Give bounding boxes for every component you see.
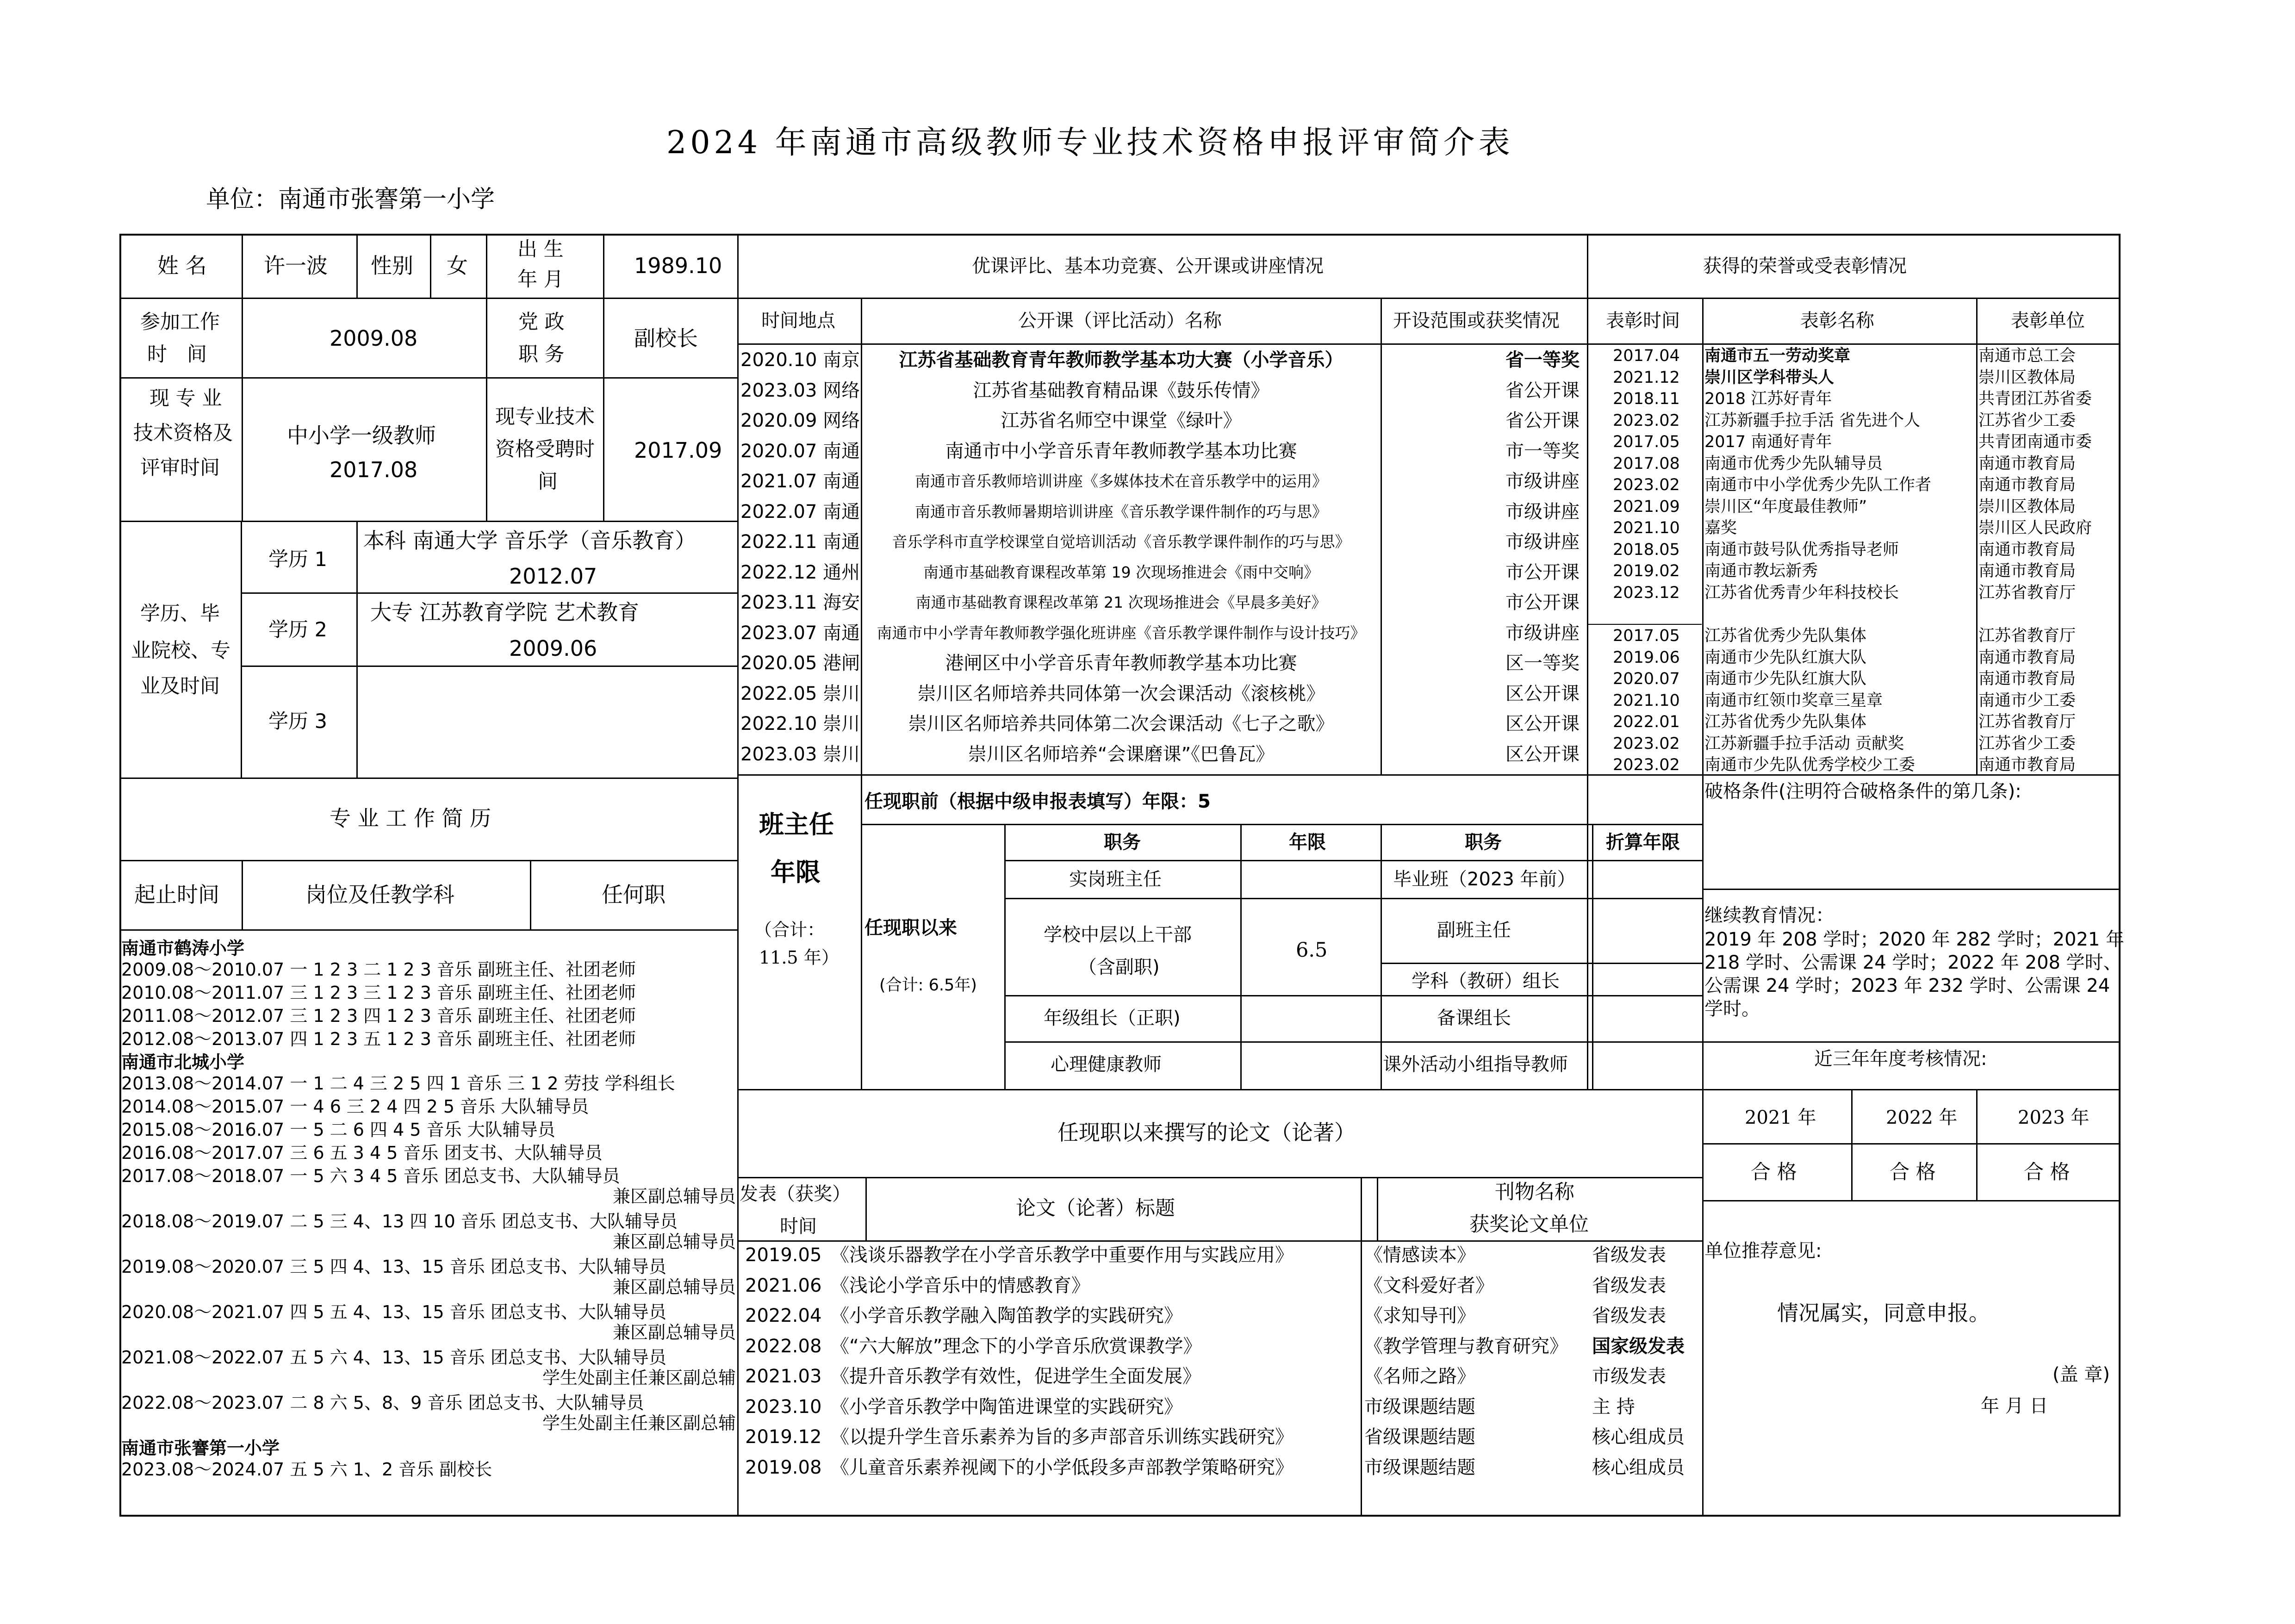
job-4: 心理健康教师 [1051,1054,1162,1075]
paper-title: 《小学音乐教学融入陶笛教学的实践研究》 [831,1305,1182,1326]
birth-label-2: 年 月 [517,268,564,291]
history-line: 2012.08～2013.07 四 1 2 3 五 1 2 3 音乐 副班主任、社团老师 [121,1029,636,1049]
head-teacher-label: 班主任 [759,810,834,839]
work-start-label-2: 时 间 [147,343,207,366]
honor-name: 嘉奖 [1704,519,1737,537]
col-period: 起止时间 [134,882,219,907]
work-start-value: 2009.08 [330,326,418,351]
honor-unit: 南通市教育局 [1978,476,2076,494]
honor-unit: 江苏省教育厅 [1978,713,2076,731]
honor-time: 2022.01 [1613,713,1680,731]
honor-name: 江苏新疆手拉手活 省先进个人 [1704,411,1921,430]
paper-title: 《浅论小学音乐中的情感教育》 [831,1275,1090,1296]
break-conditions: 破格条件(注明符合破格条件的第几条): [1704,781,2021,802]
course-range: 区公开课 [1505,683,1580,704]
honor-time: 2017.08 [1613,454,1680,473]
paper-level: 国家级发表 [1592,1335,1685,1357]
job2-2: 副班主任 [1437,920,1511,941]
honor-unit: 江苏省少工委 [1978,734,2076,753]
honor-name: 南通市少先队红旗大队 [1704,670,1867,688]
continuing-ed-label: 继续教育情况： [1704,905,1834,926]
history-line: 2016.08～2017.07 三 6 五 3 4 5 音乐 团支书、大队辅导员 [121,1143,603,1163]
assess-result-2021: 合 格 [1751,1161,1797,1184]
history-line: 2017.08～2018.07 一 5 六 3 4 5 音乐 团总支书、大队辅导员 [121,1166,620,1186]
honor-unit: 江苏省少工委 [1978,411,2076,430]
post-value: 副校长 [634,326,698,351]
course-time: 2020.10 南京 [740,349,860,371]
course-range: 市公开课 [1505,592,1580,613]
paper-pub: 市级课题结题 [1364,1456,1475,1478]
course-time: 2022.10 崇川 [740,713,860,734]
col-course-name: 公开课（评比活动）名称 [1018,310,1222,331]
history-note: 学生处副主任兼区副总辅 [542,1368,736,1388]
paper-time: 2022.08 [745,1335,822,1357]
honor-unit: 崇川区教体局 [1978,368,2076,387]
history-note: 兼区副总辅导员 [612,1322,736,1343]
honor-time: 2019.06 [1613,648,1680,667]
paper-level: 省级发表 [1592,1275,1666,1296]
honor-time: 2020.07 [1613,670,1680,688]
col-role: 任何职 [602,882,665,907]
honor-unit: 江苏省教育厅 [1978,627,2076,645]
assess-year-2023: 2023 年 [2018,1107,2090,1128]
edu3-label: 学历 3 [268,710,328,733]
honors-title: 获得的荣誉或受表彰情况 [1703,255,1907,277]
unit-label: 单位：南通市张謇第一小学 [206,186,495,213]
paper-time: 2023.10 [745,1396,822,1418]
edu-label-3: 业及时间 [140,675,220,698]
course-range: 省公开课 [1505,380,1580,401]
paper-title: 《提升音乐教学有效性，促进学生全面发展》 [831,1366,1201,1387]
edu2-school: 大专 江苏教育学院 艺术教育 [370,600,640,625]
job2-1: 毕业班（2023 年前） [1393,869,1576,890]
paper-time: 2021.06 [745,1275,822,1296]
col-paper-pub-2: 获奖论文单位 [1469,1213,1589,1236]
paper-pub: 《名师之路》 [1364,1366,1475,1387]
honor-unit: 崇川区教体局 [1978,497,2076,516]
seal-label: (盖 章) [2052,1364,2110,1385]
course-range: 省一等奖 [1505,349,1580,371]
honor-name: 南通市教坛新秀 [1704,562,1818,580]
name-value: 许一波 [264,253,328,278]
recommend-label: 单位推荐意见: [1704,1240,1822,1262]
col-conv-years: 折算年限 [1606,832,1680,853]
job-3: 年级组长（正职) [1044,1008,1181,1029]
paper-title: 《“六大解放”理念下的小学音乐欣赏课教学》 [831,1335,1202,1357]
col-paper-time: 发表（获奖） [740,1183,851,1205]
col-years: 年限 [1289,832,1326,853]
honor-time: 2019.02 [1613,562,1680,580]
edu1-label: 学历 1 [268,548,328,571]
paper-pub: 《教学管理与教育研究》 [1364,1335,1568,1357]
course-range: 区公开课 [1505,743,1580,765]
head-teacher-before: 任现职前（根据中级申报表填写）年限：5 [865,791,1211,812]
honor-name: 江苏新疆手拉手活动 贡献奖 [1704,734,1904,753]
paper-level: 市级发表 [1592,1366,1666,1387]
honor-name: 江苏省优秀少先队集体 [1704,713,1867,731]
honor-time: 2023.02 [1613,756,1680,774]
gender-label: 性别 [371,253,413,278]
name-label: 姓 名 [157,253,207,278]
course-name: 崇川区名师培养“会课磨课”《巴鲁瓦》 [968,743,1275,765]
history-line: 2014.08～2015.07 一 4 6 三 2 4 四 2 5 音乐 大队辅导员 [121,1096,589,1117]
col-paper-pub: 刊物名称 [1495,1181,1574,1204]
paper-level: 核心组成员 [1592,1456,1685,1478]
honor-unit: 南通市教育局 [1978,454,2076,473]
course-time: 2020.05 港闸 [740,653,860,674]
history-line: 2018.08～2019.07 二 5 三 4、13 四 10 音乐 团总支书、大队辅导员 [121,1211,678,1232]
school-heading: 南通市张謇第一小学 [121,1438,280,1458]
course-name: 南通市音乐教师暑期培训讲座《音乐教学课件制作的巧与思》 [915,502,1327,521]
paper-level: 主 持 [1592,1396,1635,1418]
paper-title: 《儿童音乐素养视阈下的小学低段多声部教学策略研究》 [831,1456,1294,1478]
course-name: 南通市基础教育课程改革第 19 次现场推进会《雨中交响》 [923,563,1319,581]
paper-time: 2022.04 [745,1305,822,1326]
history-note: 兼区副总辅导员 [612,1186,736,1207]
history-line: 2020.08～2021.07 四 5 五 4、13、15 音乐 团总支书、大队辅导员 [121,1302,666,1322]
birth-label: 出 生 [517,238,564,261]
col-course-range: 开设范围或获奖情况 [1393,310,1560,331]
honor-time: 2021.09 [1613,497,1680,516]
honor-name: 江苏省优秀少先队集体 [1704,627,1867,645]
continuing-ed-line-1: 2019 年 208 学时；2020 年 282 学时；2021 年 [1704,929,2125,950]
col-post: 岗位及任教学科 [305,882,454,907]
head-teacher-total-2: 11.5 年） [759,947,839,968]
continuing-ed-line-3: 公需课 24 学时；2023 年 232 学时、公需课 24 [1704,975,2110,996]
paper-time: 2019.08 [745,1456,822,1478]
recommend-opinion: 情况属实，同意申报。 [1777,1300,1990,1325]
history-line: 2009.08～2010.07 一 1 2 3 二 1 2 3 音乐 副班主任、社团老师 [121,959,636,980]
history-line: 2023.08～2024.07 五 5 六 1、2 音乐 副校长 [121,1459,492,1480]
paper-level: 核心组成员 [1592,1426,1685,1448]
honor-unit: 南通市少工委 [1978,691,2076,710]
history-line: 2015.08～2016.07 一 5 二 6 四 4 5 音乐 大队辅导员 [121,1120,555,1140]
history-line: 2022.08～2023.07 二 8 六 5、8、9 音乐 团总支书、大队辅导员 [121,1393,644,1413]
qual-label-3: 评审时间 [140,456,220,479]
school-heading: 南通市北城小学 [121,1052,245,1072]
course-range: 市级讲座 [1505,622,1580,644]
col-honor-name: 表彰名称 [1800,310,1874,331]
job2-3: 学科（教研）组长 [1412,971,1560,992]
course-time: 2023.03 网络 [740,380,860,401]
honor-name: 南通市优秀少先队辅导员 [1704,454,1883,473]
course-range: 市公开课 [1505,561,1580,583]
honor-time: 2018.11 [1613,390,1680,408]
job-2: 学校中层以上干部 [1044,924,1192,946]
qual-value: 中小学一级教师 [287,423,436,448]
course-name: 港闸区中小学音乐青年教师教学基本功比赛 [945,653,1297,674]
honor-name: 江苏省优秀青少年科技校长 [1704,583,1899,602]
honor-name: 南通市鼓号队优秀指导老师 [1704,540,1899,559]
course-range: 市一等奖 [1505,440,1580,462]
honor-unit: 共青团南通市委 [1978,433,2092,451]
honor-unit: 江苏省教育厅 [1978,583,2076,602]
course-name: 南通市音乐教师培训讲座《多媒体技术在音乐教学中的运用》 [915,472,1327,490]
history-line: 2011.08～2012.07 三 1 2 3 四 1 2 3 音乐 副班主任、社团老师 [121,1006,636,1026]
since-total: (合计: 6.5年) [879,976,977,995]
job-2b: （含副职) [1078,957,1160,978]
honor-unit: 南通市教育局 [1978,648,2076,667]
edu1-school: 本科 南通大学 音乐学（音乐教育） [363,528,697,553]
course-time: 2020.07 南通 [740,440,860,462]
course-range: 市级讲座 [1505,471,1580,492]
honor-time: 2017.05 [1613,627,1680,645]
honor-name: 2018 江苏好青年 [1704,390,1832,408]
honor-time: 2023.02 [1613,734,1680,753]
page-title: 2024 年南通市高级教师专业技术资格申报评审简介表 [666,124,1514,161]
paper-pub: 省级课题结题 [1364,1426,1475,1448]
paper-pub: 《情感读本》 [1364,1244,1475,1266]
history-note: 兼区副总辅导员 [612,1277,736,1297]
qual-date: 2017.08 [330,457,418,482]
paper-pub: 市级课题结题 [1364,1396,1475,1418]
birth-value: 1989.10 [634,253,722,278]
honor-name: 南通市红领巾奖章三星章 [1704,691,1883,710]
job2-4: 备课组长 [1437,1008,1511,1029]
hire-label-3: 间 [538,470,558,493]
col-honor-time: 表彰时间 [1606,310,1680,331]
continuing-ed-line-4: 学时。 [1704,998,1760,1020]
honor-time: 2021.10 [1613,519,1680,537]
course-time: 2022.12 通州 [740,561,860,583]
honor-name: 南通市中小学优秀少先队工作者 [1704,476,1932,494]
edu2-date: 2009.06 [509,636,597,661]
course-range: 区一等奖 [1505,653,1580,674]
head-teacher-label-2: 年限 [771,858,821,887]
honor-unit: 南通市教育局 [1978,756,2076,774]
since-label: 任现职以来 [865,917,957,939]
paper-level: 省级发表 [1592,1305,1666,1326]
honor-time: 2021.10 [1613,691,1680,710]
col-job: 职务 [1104,832,1141,853]
date-label: 年 月 日 [1981,1395,2048,1417]
assessment-label: 近三年年度考核情况: [1814,1048,1987,1070]
qual-label-2: 技术资格及 [133,422,233,445]
honor-unit: 南通市教育局 [1978,540,2076,559]
work-history-title: 专 业 工 作 简 历 [330,806,491,831]
paper-pub: 《文科爱好者》 [1364,1275,1494,1296]
course-name: 江苏省基础教育精品课《鼓乐传情》 [973,380,1269,401]
course-name: 音乐学科市直学校课堂自觉培训活动《音乐教学课件制作的巧与思》 [892,533,1350,551]
history-line: 2010.08～2011.07 三 1 2 3 三 1 2 3 音乐 副班主任、社团老师 [121,983,636,1003]
course-time: 2022.11 南通 [740,531,860,553]
col-paper-title: 论文（论著）标题 [1016,1197,1175,1220]
job2-5: 课外活动小组指导教师 [1383,1054,1568,1075]
col-paper-time-2: 时间 [780,1216,817,1237]
paper-title: 《浅谈乐器教学在小学音乐教学中重要作用与实践应用》 [831,1244,1294,1266]
work-start-label: 参加工作 [140,311,220,334]
honor-unit: 南通市教育局 [1978,670,2076,688]
honor-time: 2023.02 [1613,476,1680,494]
history-note: 学生处副主任兼区副总辅 [542,1413,736,1433]
paper-time: 2021.03 [745,1366,822,1387]
hire-label-2: 资格受聘时 [495,438,595,461]
paper-level: 省级发表 [1592,1244,1666,1266]
course-time: 2023.07 南通 [740,622,860,644]
course-name: 崇川区名师培养共同体第一次会课活动《滚核桃》 [917,683,1325,704]
honor-unit: 南通市教育局 [1978,562,2076,580]
assess-result-2022: 合 格 [1890,1161,1936,1184]
course-time: 2021.07 南通 [740,471,860,492]
gender-value: 女 [447,253,468,278]
papers-title: 任现职以来撰写的论文（论著） [1057,1120,1356,1145]
col-job-2: 职务 [1465,832,1502,853]
honor-time: 2021.12 [1613,368,1680,387]
job-1: 实岗班主任 [1069,869,1162,890]
continuing-ed-line-2: 218 学时、公需课 24 学时；2022 年 208 学时、 [1704,952,2122,973]
hire-value: 2017.09 [634,438,722,463]
honor-unit: 南通市总工会 [1978,347,2076,365]
job-years: 6.5 [1296,939,1328,962]
history-line: 2021.08～2022.07 五 5 六 4、13、15 音乐 团总支书、大队辅导员 [121,1347,666,1368]
course-range: 省公开课 [1505,410,1580,431]
honor-unit: 共青团江苏省委 [1978,390,2092,408]
paper-title: 《小学音乐教学中陶笛进课堂的实践研究》 [831,1396,1182,1418]
course-name: 江苏省基础教育青年教师教学基本功大赛（小学音乐） [899,349,1343,371]
head-teacher-total: （合计： [754,920,825,940]
course-name: 崇川区名师培养共同体第二次会课活动《七子之歌》 [908,713,1334,734]
assess-year-2022: 2022 年 [1886,1107,1958,1128]
edu-label-2: 业院校、专 [131,639,230,662]
edu1-date: 2012.07 [509,564,597,589]
honor-unit: 崇川区人民政府 [1978,519,2092,537]
course-range: 市级讲座 [1505,531,1580,553]
honor-name: 崇川区“年度最佳教师” [1704,497,1867,516]
paper-title: 《以提升学生音乐素养为旨的多声部音乐训练实践研究》 [831,1426,1294,1448]
honor-name: 南通市五一劳动奖章 [1704,347,1851,365]
course-time: 2022.07 南通 [740,501,860,523]
course-name: 南通市中小学音乐青年教师教学基本功比赛 [945,440,1297,462]
col-honor-unit: 表彰单位 [2011,310,2085,331]
honor-name: 南通市少先队优秀学校少工委 [1704,756,1916,774]
honor-time: 2017.04 [1613,347,1680,365]
honor-name: 崇川区学科带头人 [1704,368,1835,387]
course-time: 2023.11 海安 [740,592,860,613]
assess-result-2023: 合 格 [2024,1161,2070,1184]
honor-name: 2017 南通好青年 [1704,433,1832,451]
col-time-place: 时间地点 [761,310,835,331]
course-range: 区公开课 [1505,713,1580,734]
honor-time: 2023.12 [1613,583,1680,602]
paper-pub: 《求知导刊》 [1364,1305,1475,1326]
edu2-label: 学历 2 [268,618,328,641]
assess-year-2021: 2021 年 [1745,1107,1816,1128]
history-note: 兼区副总辅导员 [612,1232,736,1252]
post-label: 党 政 [518,311,565,334]
edu-label: 学历、毕 [140,602,220,625]
qual-label: 现 专 业 [149,387,222,410]
history-line: 2013.08～2014.07 一 1 二 4 三 2 5 四 1 音乐 三 1 2 劳技 学科组长 [121,1073,675,1094]
school-heading: 南通市鹤涛小学 [121,938,245,958]
course-name: 江苏省名师空中课堂《绿叶》 [1001,410,1242,431]
paper-time: 2019.12 [745,1426,822,1448]
history-line: 2019.08～2020.07 三 5 四 4、13、15 音乐 团总支书、大队辅导员 [121,1257,666,1277]
course-time: 2020.09 网络 [740,410,860,431]
post-label-2: 职 务 [518,343,565,366]
honor-time: 2023.02 [1613,411,1680,430]
hire-label: 现专业技术 [495,405,595,429]
honor-name: 南通市少先队红旗大队 [1704,648,1867,667]
course-time: 2023.03 崇川 [740,743,860,765]
course-time: 2022.05 崇川 [740,683,860,704]
course-name: 南通市中小学青年教师教学强化班讲座《音乐教学课件制作与设计技巧》 [877,623,1366,642]
course-name: 南通市基础教育课程改革第 21 次现场推进会《早晨多美好》 [915,593,1327,611]
course-range: 市级讲座 [1505,501,1580,523]
honor-time: 2017.05 [1613,433,1680,451]
paper-time: 2019.05 [745,1244,822,1266]
honor-time: 2018.05 [1613,540,1680,559]
courses-title: 优课评比、基本功竞赛、公开课或讲座情况 [972,255,1324,277]
